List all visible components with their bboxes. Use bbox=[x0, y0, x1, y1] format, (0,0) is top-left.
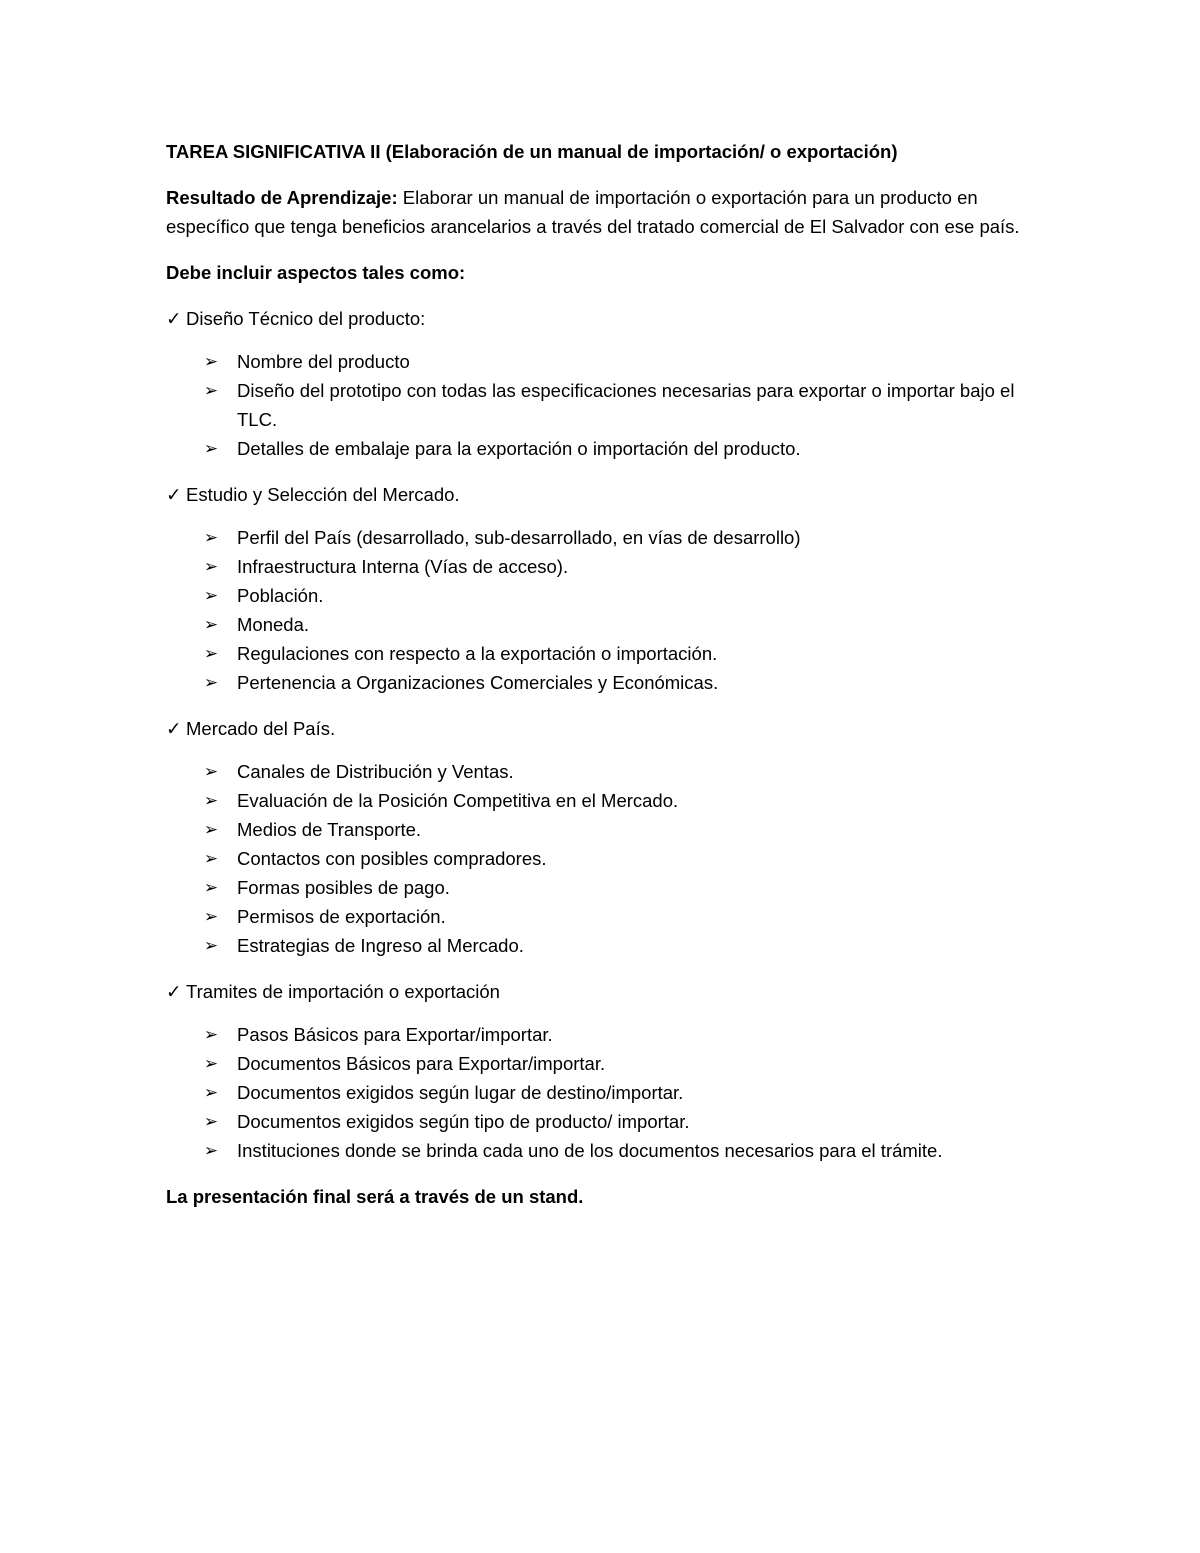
section-heading-text: Estudio y Selección del Mercado. bbox=[186, 484, 460, 505]
list-item-text: Estrategias de Ingreso al Mercado. bbox=[237, 935, 524, 956]
list-item-text: Evaluación de la Posición Competitiva en el Mercado. bbox=[237, 790, 679, 811]
section-heading bbox=[166, 714, 1046, 743]
list-item-text: Canales de Distribución y Ventas. bbox=[237, 761, 514, 782]
list-item-text: Detalles de embalaje para la exportación o importación del producto. bbox=[237, 438, 801, 459]
list-item bbox=[203, 581, 1046, 610]
arrow-bullet-icon: ➢ bbox=[203, 1083, 219, 1102]
list-item-text: Formas posibles de pago. bbox=[237, 877, 450, 898]
list-item-text: Pertenencia a Organizaciones Comerciales y Económicas. bbox=[237, 672, 719, 693]
arrow-bullet-icon: ➢ bbox=[203, 557, 219, 576]
arrow-bullet-icon: ➢ bbox=[203, 907, 219, 926]
learning-outcome-text: Elaborar un manual de importación o exportación para un producto en específico que tenga beneficios arancelarios a través del tratado comercial de El Salvador con ese país. bbox=[166, 187, 1020, 237]
list-item bbox=[203, 815, 1046, 844]
list-item bbox=[203, 757, 1046, 786]
document-title: TAREA SIGNIFICATIVA II (Elaboración de un manual de importación/ o exportación) bbox=[166, 141, 898, 162]
list-item bbox=[203, 376, 1046, 434]
list-item bbox=[203, 1049, 1046, 1078]
list-item bbox=[203, 434, 1046, 463]
arrow-bullet-icon: ➢ bbox=[203, 1054, 219, 1073]
section-list bbox=[166, 1020, 1046, 1165]
intro-text: Debe incluir aspectos tales como: bbox=[166, 262, 466, 283]
section-list bbox=[166, 347, 1046, 463]
list-item bbox=[203, 639, 1046, 668]
list-item bbox=[203, 610, 1046, 639]
arrow-bullet-icon: ➢ bbox=[203, 615, 219, 634]
arrow-bullet-icon: ➢ bbox=[203, 1141, 219, 1160]
section-list bbox=[166, 523, 1046, 697]
document-content bbox=[166, 137, 1046, 1211]
section-heading-text: Diseño Técnico del producto: bbox=[186, 308, 426, 329]
list-item-text: Nombre del producto bbox=[237, 351, 410, 372]
section-heading-text: Mercado del País. bbox=[186, 718, 336, 739]
checkmark-icon: ✓ bbox=[166, 308, 182, 329]
final-note: La presentación final será a través de un stand. bbox=[166, 1186, 584, 1207]
list-item-text: Perfil del País (desarrollado, sub-desarrollado, en vías de desarrollo) bbox=[237, 527, 801, 548]
list-item bbox=[203, 1107, 1046, 1136]
section-heading bbox=[166, 304, 1046, 333]
arrow-bullet-icon: ➢ bbox=[203, 762, 219, 781]
list-item bbox=[203, 902, 1046, 931]
list-item bbox=[203, 873, 1046, 902]
list-item-text: Población. bbox=[237, 585, 324, 606]
arrow-bullet-icon: ➢ bbox=[203, 791, 219, 810]
list-item-text: Moneda. bbox=[237, 614, 309, 635]
list-item-text: Pasos Básicos para Exportar/importar. bbox=[237, 1024, 553, 1045]
arrow-bullet-icon: ➢ bbox=[203, 878, 219, 897]
list-item bbox=[203, 1078, 1046, 1107]
arrow-bullet-icon: ➢ bbox=[203, 352, 219, 371]
arrow-bullet-icon: ➢ bbox=[203, 644, 219, 663]
arrow-bullet-icon: ➢ bbox=[203, 381, 219, 400]
list-item-text: Instituciones donde se brinda cada uno de los documentos necesarios para el trámite. bbox=[237, 1140, 943, 1161]
sections-container bbox=[166, 304, 1046, 1165]
arrow-bullet-icon: ➢ bbox=[203, 1025, 219, 1044]
arrow-bullet-icon: ➢ bbox=[203, 528, 219, 547]
list-item bbox=[203, 786, 1046, 815]
list-item-text: Documentos exigidos según tipo de producto/ importar. bbox=[237, 1111, 690, 1132]
arrow-bullet-icon: ➢ bbox=[203, 673, 219, 692]
list-item-text: Documentos Básicos para Exportar/importar. bbox=[237, 1053, 606, 1074]
list-item-text: Permisos de exportación. bbox=[237, 906, 446, 927]
section-list bbox=[166, 757, 1046, 960]
list-item-text: Infraestructura Interna (Vías de acceso). bbox=[237, 556, 569, 577]
learning-outcome-label: Resultado de Aprendizaje: bbox=[166, 187, 398, 208]
list-item-text: Regulaciones con respecto a la exportación o importación. bbox=[237, 643, 718, 664]
list-item bbox=[203, 552, 1046, 581]
list-item bbox=[203, 523, 1046, 552]
list-item-text: Contactos con posibles compradores. bbox=[237, 848, 547, 869]
list-item bbox=[203, 931, 1046, 960]
list-item bbox=[203, 1020, 1046, 1049]
arrow-bullet-icon: ➢ bbox=[203, 849, 219, 868]
checkmark-icon: ✓ bbox=[166, 718, 182, 739]
arrow-bullet-icon: ➢ bbox=[203, 936, 219, 955]
arrow-bullet-icon: ➢ bbox=[203, 586, 219, 605]
list-item bbox=[203, 1136, 1046, 1165]
list-item bbox=[203, 844, 1046, 873]
list-item-text: Documentos exigidos según lugar de destino/importar. bbox=[237, 1082, 684, 1103]
arrow-bullet-icon: ➢ bbox=[203, 820, 219, 839]
arrow-bullet-icon: ➢ bbox=[203, 439, 219, 458]
list-item bbox=[203, 668, 1046, 697]
list-item-text: Medios de Transporte. bbox=[237, 819, 422, 840]
section-heading-text: Tramites de importación o exportación bbox=[186, 981, 500, 1002]
section-heading bbox=[166, 480, 1046, 509]
checkmark-icon: ✓ bbox=[166, 484, 182, 505]
checkmark-icon: ✓ bbox=[166, 981, 182, 1002]
arrow-bullet-icon: ➢ bbox=[203, 1112, 219, 1131]
list-item bbox=[203, 347, 1046, 376]
learning-outcome bbox=[166, 183, 1046, 241]
list-item-text: Diseño del prototipo con todas las especificaciones necesarias para exportar o importar bajo el TLC. bbox=[237, 380, 1015, 430]
section-heading bbox=[166, 977, 1046, 1006]
